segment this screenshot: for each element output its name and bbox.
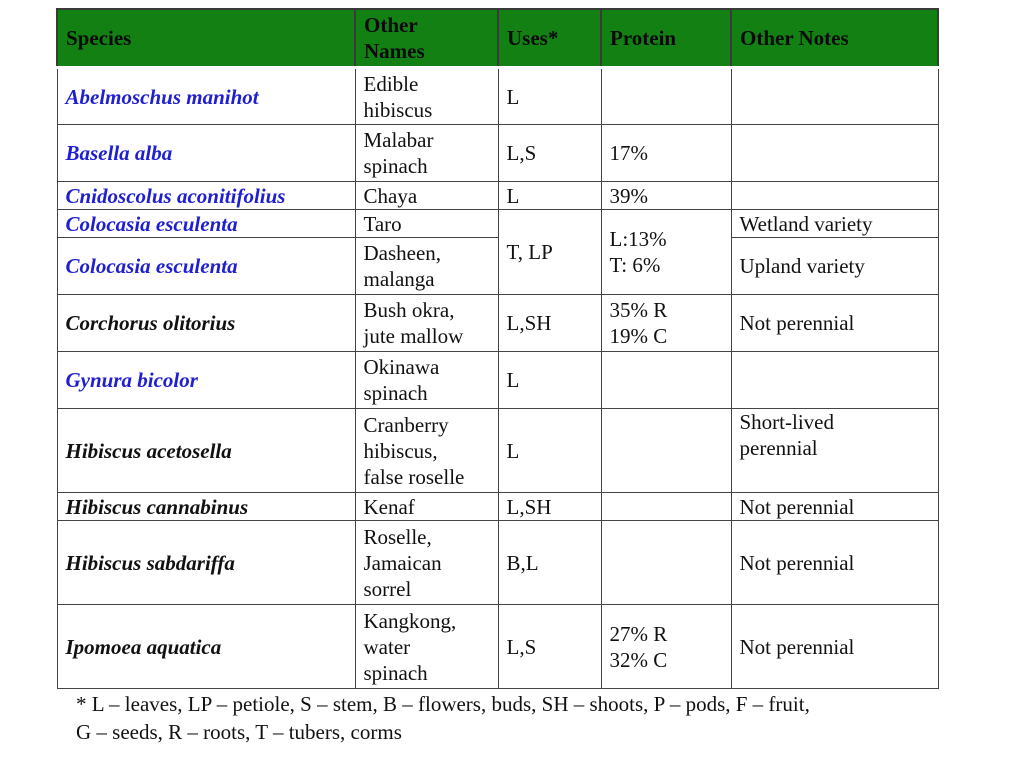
other-names-cell: Chaya (355, 182, 498, 210)
species-cell: Abelmoschus manihot (57, 68, 355, 125)
species-cell: Corchorus olitorius (57, 295, 355, 352)
protein-line: 35% R (609, 298, 668, 322)
other-name-line: malanga (363, 267, 435, 291)
footnote-line-2: G – seeds, R – roots, T – tubers, corms (76, 720, 402, 744)
protein-cell (601, 521, 731, 605)
table-row (57, 409, 938, 493)
protein-cell (601, 352, 731, 409)
other-name-line: hibiscus (363, 97, 433, 122)
header-protein: Protein (601, 9, 731, 68)
other-name-line: hibiscus, (363, 438, 438, 463)
uses-cell: L (498, 352, 601, 409)
other-names-cell (355, 409, 498, 493)
other-name-line: Edible (363, 71, 419, 96)
other-name-line: sorrel (363, 576, 412, 601)
notes-line: Short-lived (739, 410, 834, 434)
uses-cell: B,L (498, 521, 601, 605)
protein-cell (601, 68, 731, 125)
other-name-line: Dasheen, (363, 241, 442, 265)
other-name-line: spinach (363, 660, 428, 685)
header-uses: Uses* (498, 9, 601, 68)
protein-line: L:13% (609, 227, 667, 251)
other-name-line: spinach (363, 381, 428, 405)
protein-line: T: 6% (609, 253, 661, 277)
other-name-line: Malabar (363, 128, 434, 152)
other-name-line: false roselle (363, 464, 465, 489)
species-cell: Gynura bicolor (57, 352, 355, 409)
uses-legend-footnote (76, 690, 956, 746)
uses-cell: L (498, 68, 601, 125)
other-names-cell (355, 605, 498, 689)
header-other-names-line-1: Other (364, 13, 418, 37)
other-names-cell (355, 125, 498, 182)
protein-cell (601, 409, 731, 493)
table-row (57, 210, 938, 238)
other-name-line: Roselle, (363, 524, 432, 549)
header-other-names (355, 9, 498, 68)
table-row (57, 493, 938, 521)
uses-cell: L,S (498, 125, 601, 182)
header-other-notes: Other Notes (731, 9, 938, 68)
other-names-cell (355, 68, 498, 125)
leafy-vegetable-table-sheet (56, 8, 937, 689)
table-row (57, 295, 938, 352)
other-name-line: Jamaican (363, 550, 442, 575)
species-cell: Hibiscus acetosella (57, 409, 355, 493)
notes-cell: Upland variety (731, 238, 938, 295)
header-row (57, 9, 938, 68)
other-names-cell: Kenaf (355, 493, 498, 521)
other-name-line: Kangkong, (363, 608, 457, 633)
protein-cell: 39% (601, 182, 731, 210)
table-row (57, 238, 938, 295)
notes-cell: Not perennial (731, 493, 938, 521)
notes-cell (731, 68, 938, 125)
protein-line: 27% R (609, 621, 668, 646)
other-name-line: Bush okra, (363, 298, 455, 322)
species-cell: Colocasia esculenta (57, 238, 355, 295)
uses-cell: L (498, 182, 601, 210)
protein-line: 19% C (609, 324, 668, 348)
species-cell: Colocasia esculenta (57, 210, 355, 238)
other-names-cell (355, 295, 498, 352)
other-name-line: Okinawa (363, 355, 440, 379)
footnote-line-1: * L – leaves, LP – petiole, S – stem, B – flowers, buds, SH – shoots, P – pods, F – fruit, (76, 692, 810, 716)
table-row (57, 182, 938, 210)
notes-line: perennial (739, 436, 818, 460)
protein-line: 32% C (609, 647, 668, 672)
other-name-line: Cranberry (363, 412, 449, 437)
notes-cell (731, 409, 938, 493)
notes-cell (731, 182, 938, 210)
table-row (57, 605, 938, 689)
uses-cell: L,S (498, 605, 601, 689)
uses-cell-merged: T, LP (498, 210, 601, 295)
notes-cell (731, 125, 938, 182)
other-names-cell (355, 352, 498, 409)
table-row (57, 125, 938, 182)
notes-cell: Not perennial (731, 295, 938, 352)
other-name-line: water (363, 634, 411, 659)
header-species: Species (57, 9, 355, 68)
species-cell: Ipomoea aquatica (57, 605, 355, 689)
notes-cell: Not perennial (731, 521, 938, 605)
other-names-cell (355, 238, 498, 295)
uses-cell: L (498, 409, 601, 493)
uses-cell: L,SH (498, 295, 601, 352)
other-name-line: jute mallow (363, 324, 464, 348)
header-other-names-line-2: Names (364, 39, 425, 63)
table-row (57, 521, 938, 605)
species-cell: Hibiscus cannabinus (57, 493, 355, 521)
protein-cell (601, 295, 731, 352)
species-table (56, 8, 939, 689)
notes-cell (731, 352, 938, 409)
other-names-cell: Taro (355, 210, 498, 238)
notes-cell: Not perennial (731, 605, 938, 689)
species-cell: Basella alba (57, 125, 355, 182)
table-row (57, 68, 938, 125)
species-cell: Cnidoscolus aconitifolius (57, 182, 355, 210)
protein-cell (601, 605, 731, 689)
table-row (57, 352, 938, 409)
protein-cell: 17% (601, 125, 731, 182)
other-names-cell (355, 521, 498, 605)
protein-cell (601, 493, 731, 521)
species-cell: Hibiscus sabdariffa (57, 521, 355, 605)
protein-cell-merged (601, 210, 731, 295)
notes-cell: Wetland variety (731, 210, 938, 238)
uses-cell: L,SH (498, 493, 601, 521)
other-name-line: spinach (363, 154, 428, 178)
